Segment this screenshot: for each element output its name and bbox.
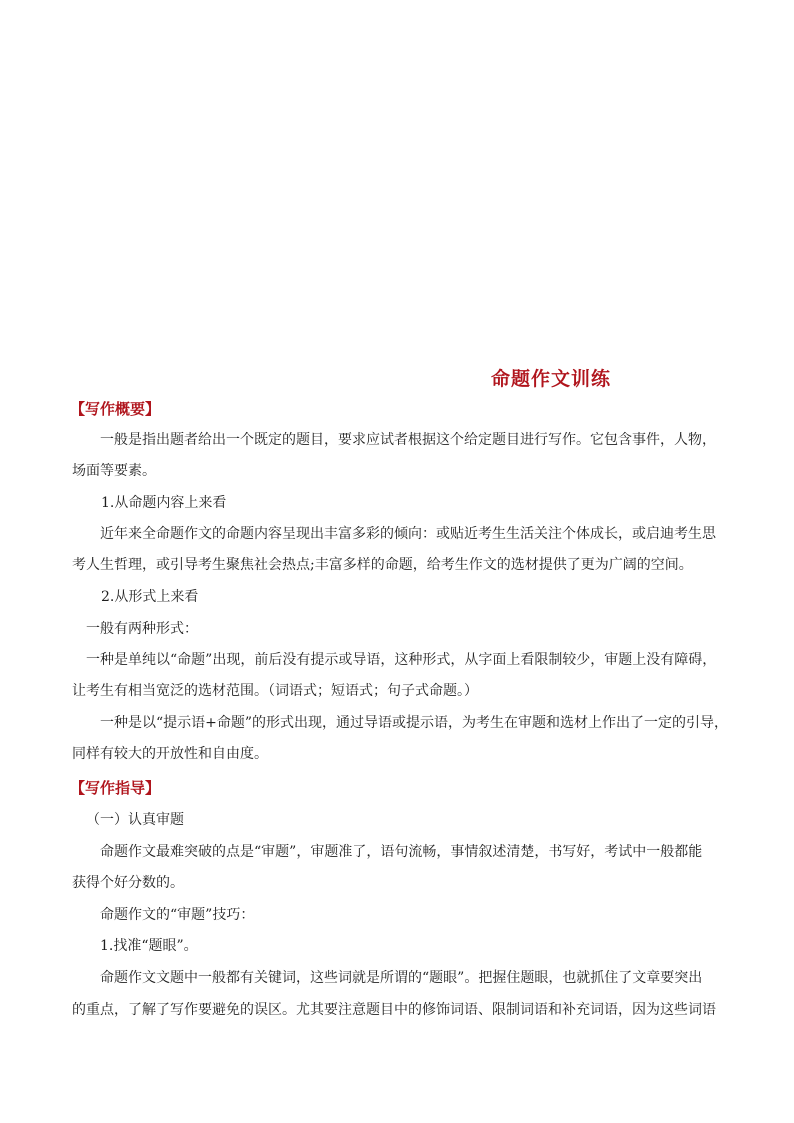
paragraph-line: 同样有较大的开放性和自由度。	[72, 746, 268, 762]
subheading-line: 2.从形式上来看	[101, 589, 199, 605]
section-heading-writing-guidance: 【写作指导】	[70, 779, 161, 797]
paragraph-line: 一般有两种形式：	[86, 621, 198, 637]
paragraph-line: 命题作文的“审题”技巧：	[100, 907, 255, 923]
subheading-line: 1.从命题内容上来看	[101, 495, 227, 511]
paragraph-line: 场面等要素。	[72, 463, 156, 479]
subheading-line: （一）认真审题	[86, 812, 184, 828]
document-title: 命题作文训练	[491, 368, 612, 390]
paragraph-line: 近年来全命题作文的命题内容呈现出丰富多彩的倾向：或贴近考生生活关注个体成长，或启迪考生思	[100, 526, 716, 542]
paragraph-line: 命题作文最难突破的点是“审题”，审题准了，语句流畅，事情叙述清楚，书写好，考试中一般都能	[100, 844, 703, 860]
paragraph-line: 一种是以“提示语+命题”的形式出现，通过导语或提示语，为考生在审题和选材上作出了一定的引导，	[100, 715, 729, 731]
paragraph-line: 一种是单纯以“命题”出现，前后没有提示或导语，这种形式，从字面上看限制较少，审题上没有障碍，	[86, 652, 717, 668]
paragraph-line: 让考生有相当宽泛的选材范围。（词语式；短语式；句子式命题。）	[72, 683, 478, 699]
paragraph-line: 获得个好分数的。	[72, 875, 184, 891]
paragraph-line: 的重点，了解了写作要避免的误区。尤其要注意题目中的修饰词语、限制词语和补充词语，因为这些词语	[72, 1002, 716, 1018]
paragraph-line: 命题作文文题中一般都有关键词，这些词就是所谓的“题眼”。把握住题眼，也就抓住了文章要突出	[100, 970, 703, 986]
section-heading-writing-overview: 【写作概要】	[70, 400, 161, 418]
paragraph-line: 一般是指出题者给出一个既定的题目，要求应试者根据这个给定题目进行写作。它包含事件，人物，	[100, 432, 716, 448]
subheading-line: 1.找准“题眼”。	[100, 938, 198, 954]
paragraph-line: 考人生哲理，或引导考生聚焦社会热点;丰富多样的命题，给考生作文的选材提供了更为广阔的空间。	[72, 557, 693, 573]
